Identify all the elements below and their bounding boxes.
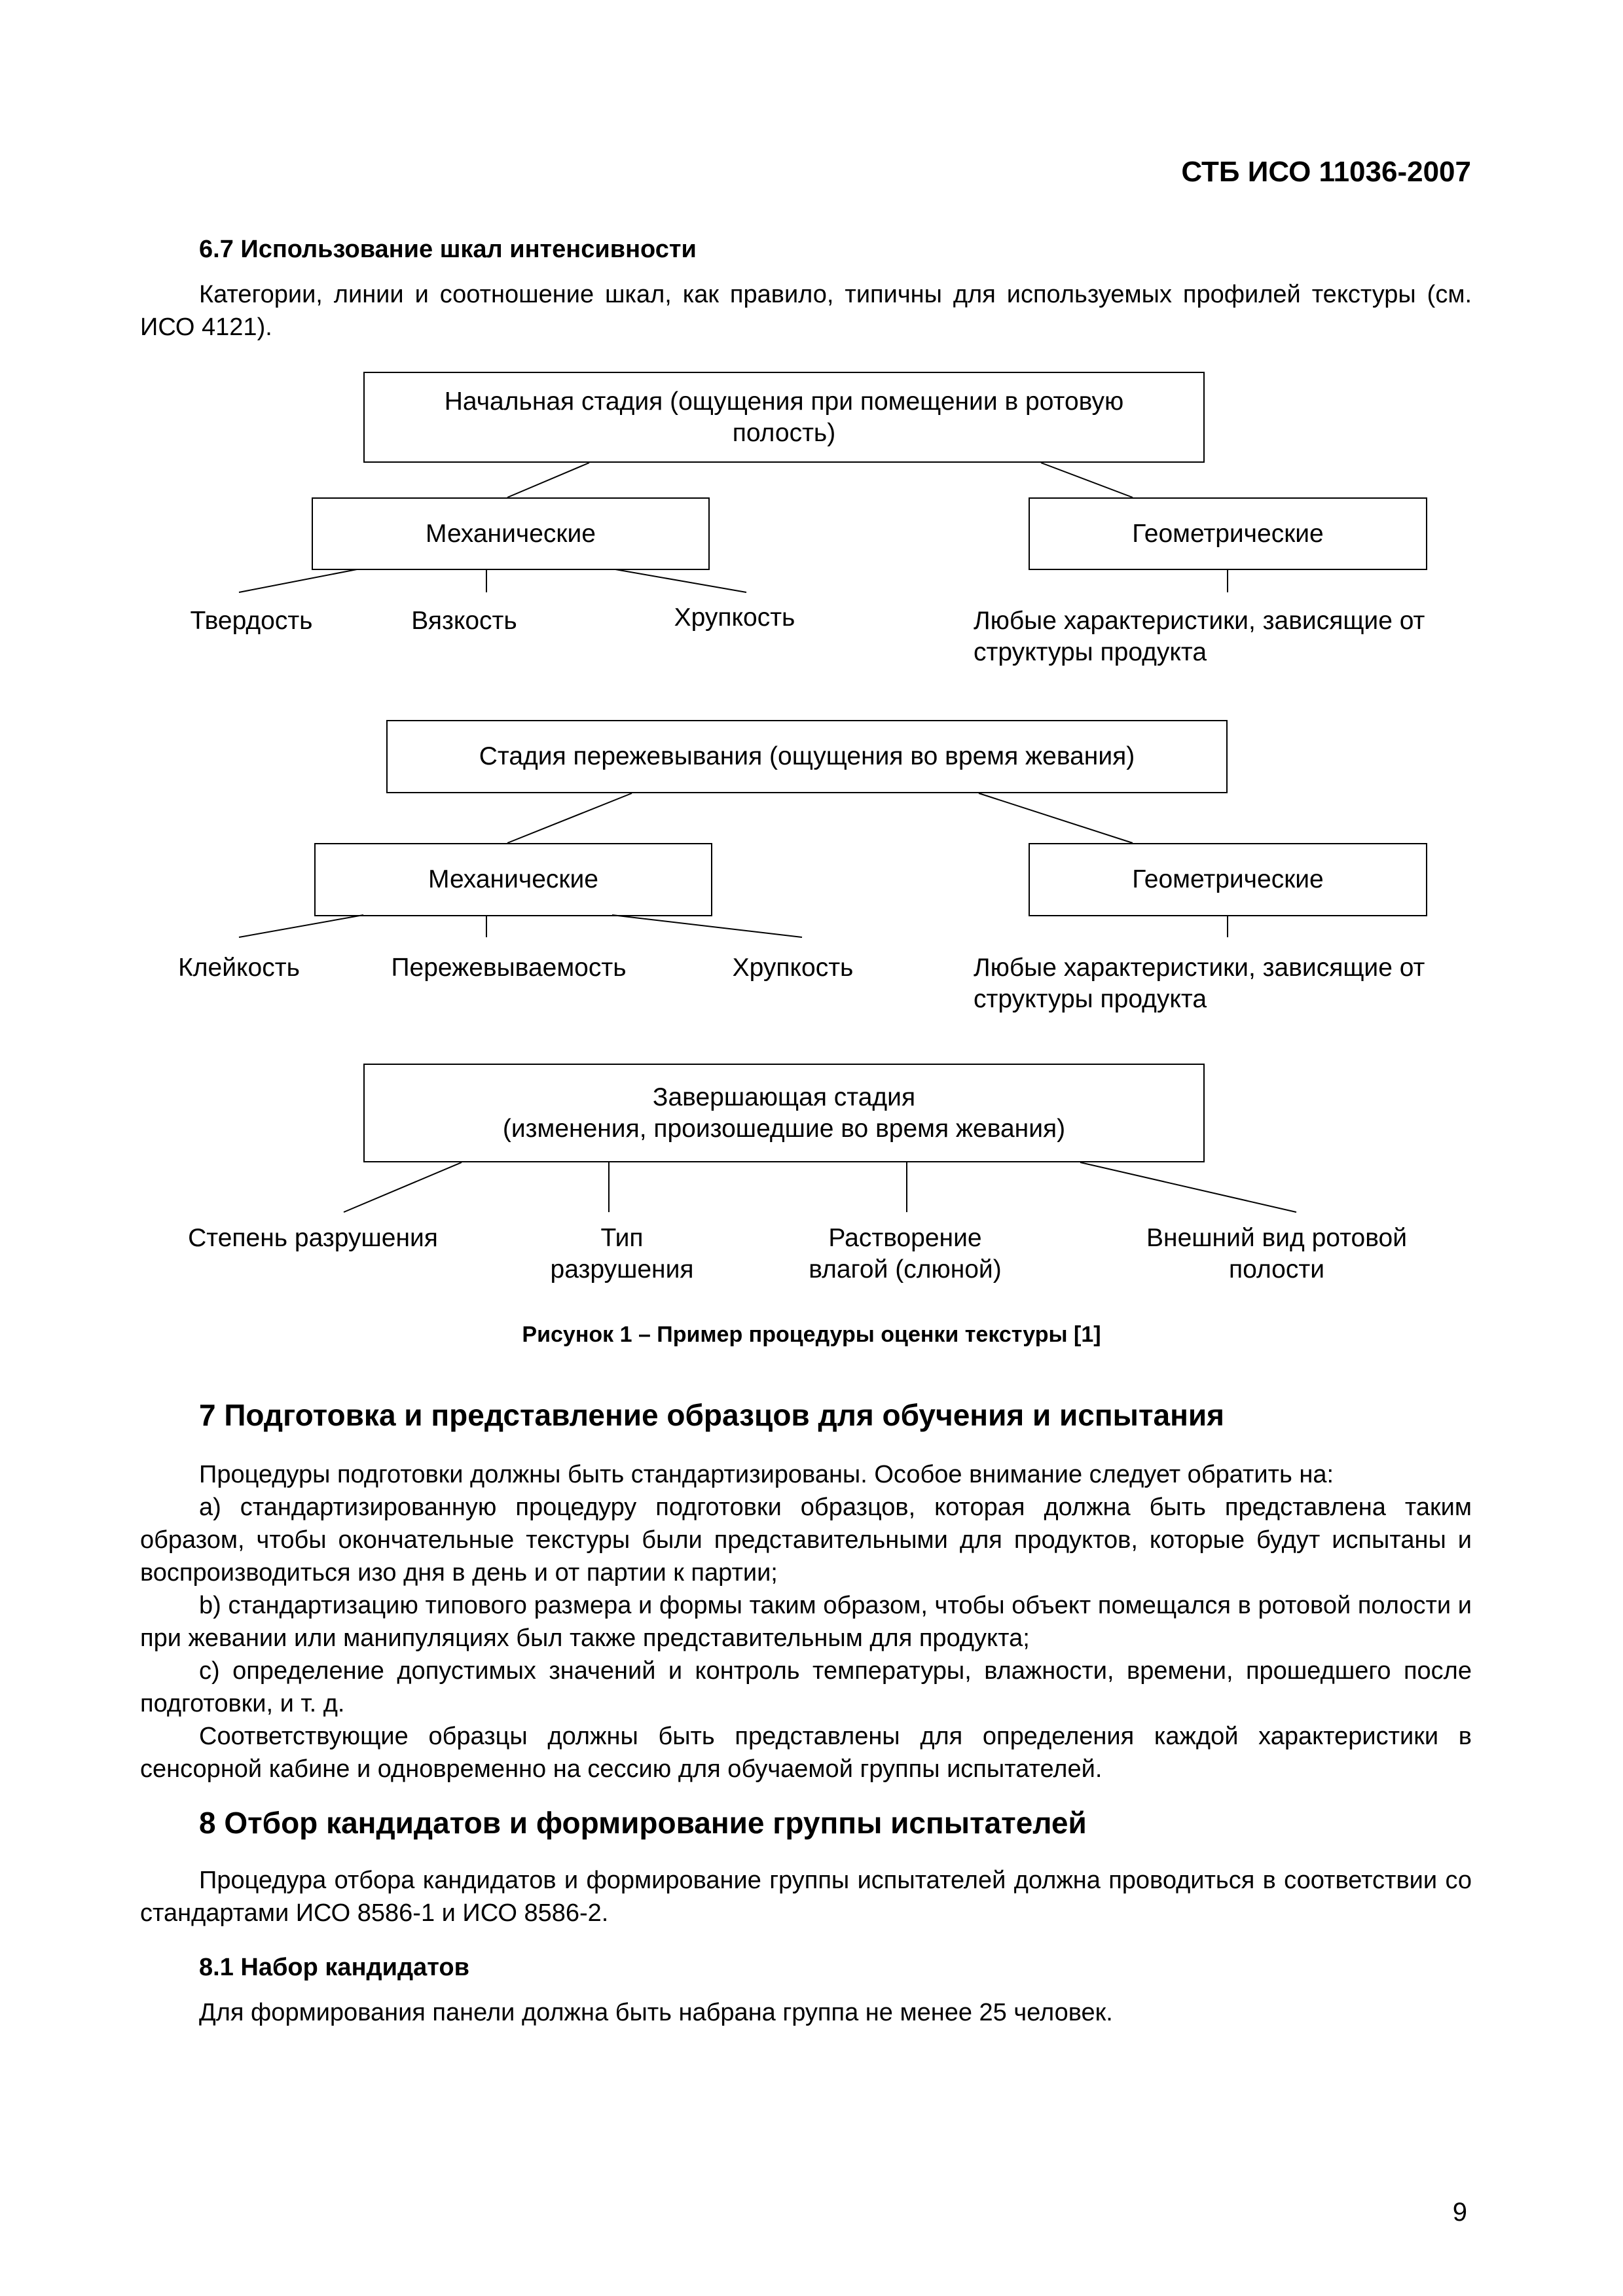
stage1-item: Хрупкость <box>674 603 795 632</box>
stage2-geometric-item: Любые характеристики, зависящие от структуры продукта <box>974 954 1425 1013</box>
section-6-7-text: Категории, линии и соотношение шкал, как правило, типичны для используемых профилей текстуры (см. ИСО 4121). <box>140 281 1472 341</box>
stage2-geometric-label: Геометрические <box>1132 865 1324 893</box>
paragraph: Соответствующие образцы должны быть представлены для определения каждой характеристики в сенсорной кабине и одновременно на сессию для обучаемой группы испытателей. <box>140 1723 1472 1783</box>
stage2-item: Пережевываемость <box>391 954 627 982</box>
stage3-item: Растворение влагой (слюной) <box>809 1224 1002 1283</box>
stage2-mechanical-box <box>314 843 712 916</box>
stage1-item: Вязкость <box>411 607 517 635</box>
stage1-geometric-item: Любые характеристики, зависящие от структуры продукта <box>974 607 1425 666</box>
list-item: b) стандартизацию типового размера и формы таким образом, чтобы объект помещался в ротовой полости и при жевании или манипуляциях был также представительным для продукта; <box>140 1592 1472 1652</box>
list-item: а) стандартизированную процедуру подготовки образцов, которая должна быть представлена таким образом, чтобы окончательные текстуры были представительными для продуктов, которые будут испытаны и воспроизводиться изо дня в день и от партии к партии; <box>140 1494 1472 1587</box>
section-6-7-title: 6.7 Использование шкал интенсивности <box>199 236 697 263</box>
stage2-box <box>386 720 1228 793</box>
stage2-item: Клейкость <box>178 954 300 982</box>
stage3-box <box>363 1064 1205 1162</box>
stage1-item: Твердость <box>190 607 313 635</box>
stage1-geometric-box <box>1029 497 1427 570</box>
stage2-mechanical-label: Механические <box>428 865 598 893</box>
section-8-title: 8 Отбор кандидатов и формирование группы испытателей <box>199 1806 1087 1840</box>
stage1-title: Начальная стадия (ощущения при помещении в ротовую полость) <box>444 387 1124 447</box>
stage3-item: Тип разрушения <box>550 1224 694 1283</box>
stage3-title-line2: (изменения, произошедшие во время жевания) <box>502 1114 1066 1143</box>
stage3-title-line1: Завершающая стадия <box>652 1083 916 1111</box>
section-7-body <box>140 1458 1472 1785</box>
stage2-title: Стадия пережевывания (ощущения во время жевания) <box>479 742 1135 770</box>
page-number: 9 <box>1452 2198 1467 2227</box>
stage3-item: Внешний вид ротовой полости <box>1146 1224 1407 1283</box>
section-8-1-text: Для формирования панели должна быть набрана группа не менее 25 человек. <box>199 1999 1113 2026</box>
stage1-mechanical-label: Механические <box>426 519 596 548</box>
stage1-box <box>363 372 1205 463</box>
figure-caption: Рисунок 1 – Пример процедуры оценки текстуры [1] <box>522 1322 1101 1347</box>
section-8-text: Процедура отбора кандидатов и формирование группы испытателей должна проводиться в соответствии со стандартами ИСО 8586-1 и ИСО 8586-2. <box>140 1867 1472 1927</box>
stage1-geometric-label: Геометрические <box>1132 519 1324 548</box>
stage1-mechanical-box <box>312 497 710 570</box>
paragraph: Процедуры подготовки должны быть стандартизированы. Особое внимание следует обратить на: <box>199 1461 1334 1488</box>
section-7-title: 7 Подготовка и представление образцов для обучения и испытания <box>199 1398 1224 1432</box>
list-item: с) определение допустимых значений и контроль температуры, влажности, времени, прошедшего после подготовки, и т. д. <box>140 1657 1472 1717</box>
stage2-item: Хрупкость <box>732 954 854 982</box>
document-id: СТБ ИСО 11036-2007 <box>1181 156 1471 188</box>
stage2-geometric-box <box>1029 843 1427 916</box>
section-8-1-title: 8.1 Набор кандидатов <box>199 1954 469 1981</box>
stage3-item: Степень разрушения <box>188 1224 438 1252</box>
